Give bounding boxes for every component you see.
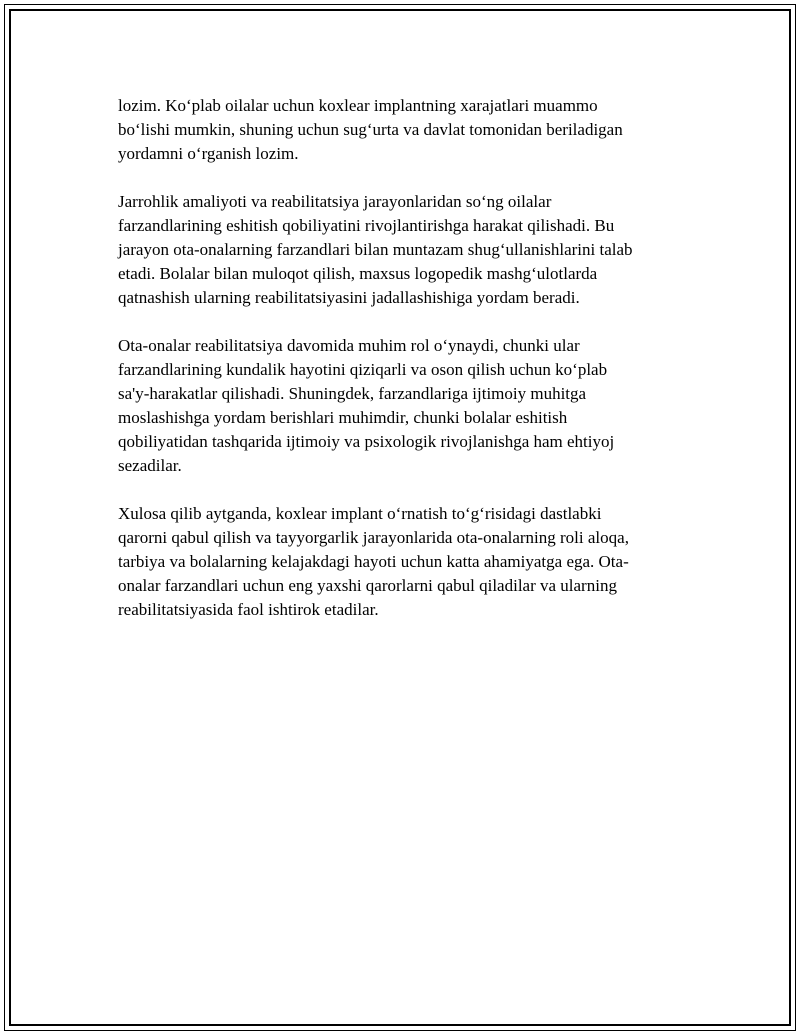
paragraph-2 <box>118 190 684 310</box>
text-line: qatnashish ularning reabilitatsiyasini jadallashishiga yordam beradi. <box>118 288 580 307</box>
text-line: Xulosa qilib aytganda, koxlear implant oʻrnatish toʻgʻrisidagi dastlabki <box>118 504 602 523</box>
text-line: farzandlarining kundalik hayotini qiziqarli va oson qilish uchun koʻplab <box>118 360 608 379</box>
text-line: qarorni qabul qilish va tayyorgarlik jarayonlarida ota-onalarning roli aloqa, <box>118 528 629 547</box>
text-line: Ota-onalar reabilitatsiya davomida muhim rol oʻynaydi, chunki ular <box>118 336 580 355</box>
text-line: yordamni oʻrganish lozim. <box>118 144 299 163</box>
paragraph-3 <box>118 334 684 478</box>
text-line: lozim. Koʻplab oilalar uchun koxlear implantning xarajatlari muammo <box>118 96 598 115</box>
text-line: boʻlishi mumkin, shuning uchun sugʻurta va davlat tomonidan beriladigan <box>118 120 623 139</box>
paragraph-1 <box>118 94 684 166</box>
text-line: jarayon ota-onalarning farzandlari bilan muntazam shugʻullanishlarini talab <box>118 240 633 259</box>
text-line: sezadilar. <box>118 456 182 475</box>
text-line: onalar farzandlari uchun eng yaxshi qarorlarni qabul qiladilar va ularning <box>118 576 617 595</box>
text-line: moslashishga yordam berishlari muhimdir, chunki bolalar eshitish <box>118 408 568 427</box>
paragraph-4 <box>118 502 684 622</box>
text-line: farzandlarining eshitish qobiliyatini rivojlantirishga harakat qilishadi. Bu <box>118 216 615 235</box>
text-line: qobiliyatidan tashqarida ijtimoiy va psixologik rivojlanishga ham ehtiyoj <box>118 432 615 451</box>
text-line: etadi. Bolalar bilan muloqot qilish, maxsus logopedik mashgʻulotlarda <box>118 264 598 283</box>
document-body <box>118 94 684 646</box>
text-line: tarbiya va bolalarning kelajakdagi hayoti uchun katta ahamiyatga ega. Ota- <box>118 552 629 571</box>
text-line: sa'y-harakatlar qilishadi. Shuningdek, farzandlariga ijtimoiy muhitga <box>118 384 587 403</box>
text-line: Jarrohlik amaliyoti va reabilitatsiya jarayonlaridan soʻng oilalar <box>118 192 552 211</box>
text-line: reabilitatsiyasida faol ishtirok etadilar. <box>118 600 379 619</box>
